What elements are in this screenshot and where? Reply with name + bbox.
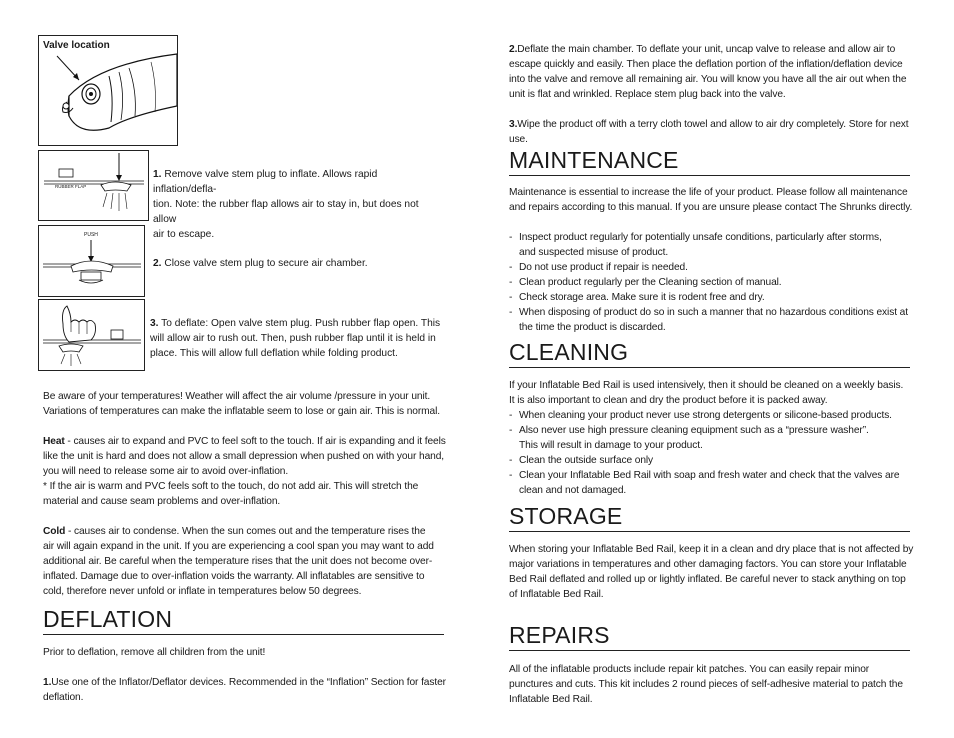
cold-label: Cold [43, 526, 66, 537]
step1-text-line2: tion. Note: the rubber flap allows air to stay in, but does not allow [153, 199, 419, 225]
deflation-step2-line1: Deflate the main chamber. To deflate your unit, uncap valve to release and allow air to [517, 44, 896, 55]
deflation-step3-line1: Wipe the product off with a terry cloth towel and allow to air dry completely. Store for next use. [509, 119, 909, 145]
deflation-step2-line3: into the valve and remove all remaining air. You will know you have all the air out when the [509, 74, 907, 85]
cleaning-intro-line1: If your Inflatable Bed Rail is used intensively, then it should be cleaned on a weekly basis. [509, 380, 904, 391]
heat-line1: - causes air to expand and PVC to feel soft to the touch. If air is expanding and it feels [64, 436, 446, 447]
list-item-text: - Clean your Inflatable Bed Rail with soap and fresh water and check that the valves are [519, 470, 900, 481]
push-label: PUSH [84, 232, 98, 238]
cleaning-intro-line2: It is also important to clean and dry the product before it is packed away. [509, 395, 828, 406]
step1-text-line3: air to escape. [153, 229, 215, 240]
list-item [509, 290, 929, 305]
heat-line4: * If the air is warm and PVC feels soft to the touch, do not add air. This will stretch the [43, 481, 419, 492]
temperature-intro-line1: Be aware of your temperatures! Weather will affect the air volume /pressure in your unit. [43, 391, 431, 402]
list-item [509, 230, 929, 260]
deflation-step2-number: 2. [509, 44, 518, 55]
deflate-hand-illustration [39, 300, 144, 370]
storage-line1: When storing your Inflatable Bed Rail, keep it in a clean and dry place that is not affected by [509, 544, 914, 555]
step2-number: 2. [153, 258, 162, 269]
repairs-line2: punctures and cuts. This kit includes 2 round pieces of self-adhesive material to patch the [509, 679, 903, 690]
storage-line4: of Inflatable Bed Rail. [509, 589, 604, 600]
cold-line4: inflated. Damage due to over-inflation voids the warranty. All inflatables are sensitive to [43, 571, 425, 582]
deflation-step1-line1: Use one of the Inflator/Deflator devices. Recommended in the “Inflation” Section for faster [51, 677, 446, 688]
list-item [509, 468, 929, 498]
cleaning-list [509, 408, 929, 498]
step3-caption [150, 316, 445, 361]
heat-line3: you will need to release some air to avoid over-inflation. [43, 466, 289, 477]
cold-line5: cold, therefore never unfold or inflate in temperatures below 50 degrees. [43, 586, 362, 597]
deflation-step2-line4: unit is flat and wrinkled. Replace stem plug back into the valve. [509, 89, 786, 100]
list-item-text: - Clean product regularly per the Cleaning section of manual. [519, 277, 782, 288]
step3-text-line2: will allow air to rush out. Then, push rubber flap until it is held in [150, 333, 436, 344]
cleaning-heading: CLEANING [509, 339, 910, 368]
heat-line5: material and cause seam problems and over-inflation. [43, 496, 281, 507]
maintenance-section [509, 185, 929, 335]
cleaning-section [509, 378, 929, 498]
temperature-intro-line2: Variations of temperatures can make the inflatable seem to lose or gain air. This is normal. [43, 406, 440, 417]
deflation-step1-number: 1. [43, 677, 52, 688]
cold-line2: air will again expand in the unit. If you are experiencing a cool span you may want to add [43, 541, 434, 552]
step3-text-line3: place. This will allow full deflation while folding product. [150, 348, 398, 359]
valve-location-figure [38, 35, 178, 146]
deflation-continued [509, 42, 929, 147]
deflation-prior: Prior to deflation, remove all children from the unit! [43, 647, 266, 658]
list-item-text: This will result in damage to your product. [519, 440, 703, 451]
list-item-text: and suspected misuse of product. [519, 247, 669, 258]
list-item-text: the time the product is discarded. [519, 322, 666, 333]
cold-line1: - causes air to condense. When the sun comes out and the temperature rises the [65, 526, 426, 537]
list-item-text: - Clean the outside surface only [519, 455, 654, 466]
heat-label: Heat [43, 436, 65, 447]
list-item [509, 453, 929, 468]
deflation-step2-line2: escape quickly and easily. Then place the deflation portion of the inflation/deflation device [509, 59, 903, 70]
step3-text: To deflate: Open valve stem plug. Push rubber flap open. This [158, 318, 441, 329]
deflation-section [43, 645, 453, 705]
maintenance-heading: MAINTENANCE [509, 147, 910, 176]
step3-number: 3. [150, 318, 159, 329]
list-item-text: - Do not use product if repair is needed. [519, 262, 688, 273]
repairs-heading: REPAIRS [509, 622, 910, 651]
list-item-text: - When cleaning your product never use strong detergents or silicone-based products. [519, 410, 892, 421]
list-item [509, 408, 929, 423]
heat-line2: like the unit is hard and does not allow a small depression when pushed on with your hand, [43, 451, 445, 462]
list-item [509, 423, 929, 453]
storage-line3: Bed Rail deflated and rolled up or lightly inflated. Be careful never to stack anything on top [509, 574, 906, 585]
repairs-line3: Inflatable Bed Rail. [509, 694, 593, 705]
maintenance-intro-line1: Maintenance is essential to increase the life of your product. Please follow all maintenance [509, 187, 908, 198]
list-item [509, 275, 929, 290]
list-item-text: clean and not damaged. [519, 485, 627, 496]
list-item-text: - Also never use high pressure cleaning equipment such as a “pressure washer”. [519, 425, 869, 436]
maintenance-list [509, 230, 929, 335]
step1-number: 1. [153, 169, 162, 180]
maintenance-intro-line2: and repairs according to this manual. If you are unsure please contact The Shrunks directly. [509, 202, 913, 213]
valve-location-label: Valve location [43, 40, 110, 51]
repairs-line1: All of the inflatable products include repair kit patches. You can easily repair minor [509, 664, 870, 675]
step2-figure [38, 225, 145, 297]
step2-text: Close valve stem plug to secure air chamber. [161, 258, 368, 269]
step2-caption [153, 256, 443, 271]
repairs-section [509, 662, 929, 707]
storage-heading: STORAGE [509, 503, 910, 532]
list-item-text: - When disposing of product do so in such a manner that no hazardous conditions exist at [519, 307, 908, 318]
cold-line3: additional air. Be careful when the temperature rises that the unit does not become over- [43, 556, 433, 567]
step1-text: Remove valve stem plug to inflate. Allows rapid inflation/defla- [153, 169, 378, 195]
rubber-flap-label: RUBBER FLAP [55, 184, 87, 189]
storage-line2: major variations in temperatures and other damaging factors. You can store your Inflatable [509, 559, 907, 570]
temperature-section [43, 389, 453, 599]
storage-section [509, 542, 929, 602]
list-item-text: - Inspect product regularly for potentially unsafe conditions, particularly after storms, [519, 232, 882, 243]
list-item [509, 260, 929, 275]
step1-figure [38, 150, 149, 221]
step1-caption [153, 167, 443, 242]
list-item-text: - Check storage area. Make sure it is rodent free and dry. [519, 292, 765, 303]
list-item [509, 305, 929, 335]
deflation-step1-line2: deflation. [43, 692, 84, 703]
deflation-step3-number: 3. [509, 119, 518, 130]
bed-rail-valve-illustration [39, 36, 177, 145]
step3-figure [38, 299, 145, 371]
deflation-heading: DEFLATION [43, 606, 444, 635]
